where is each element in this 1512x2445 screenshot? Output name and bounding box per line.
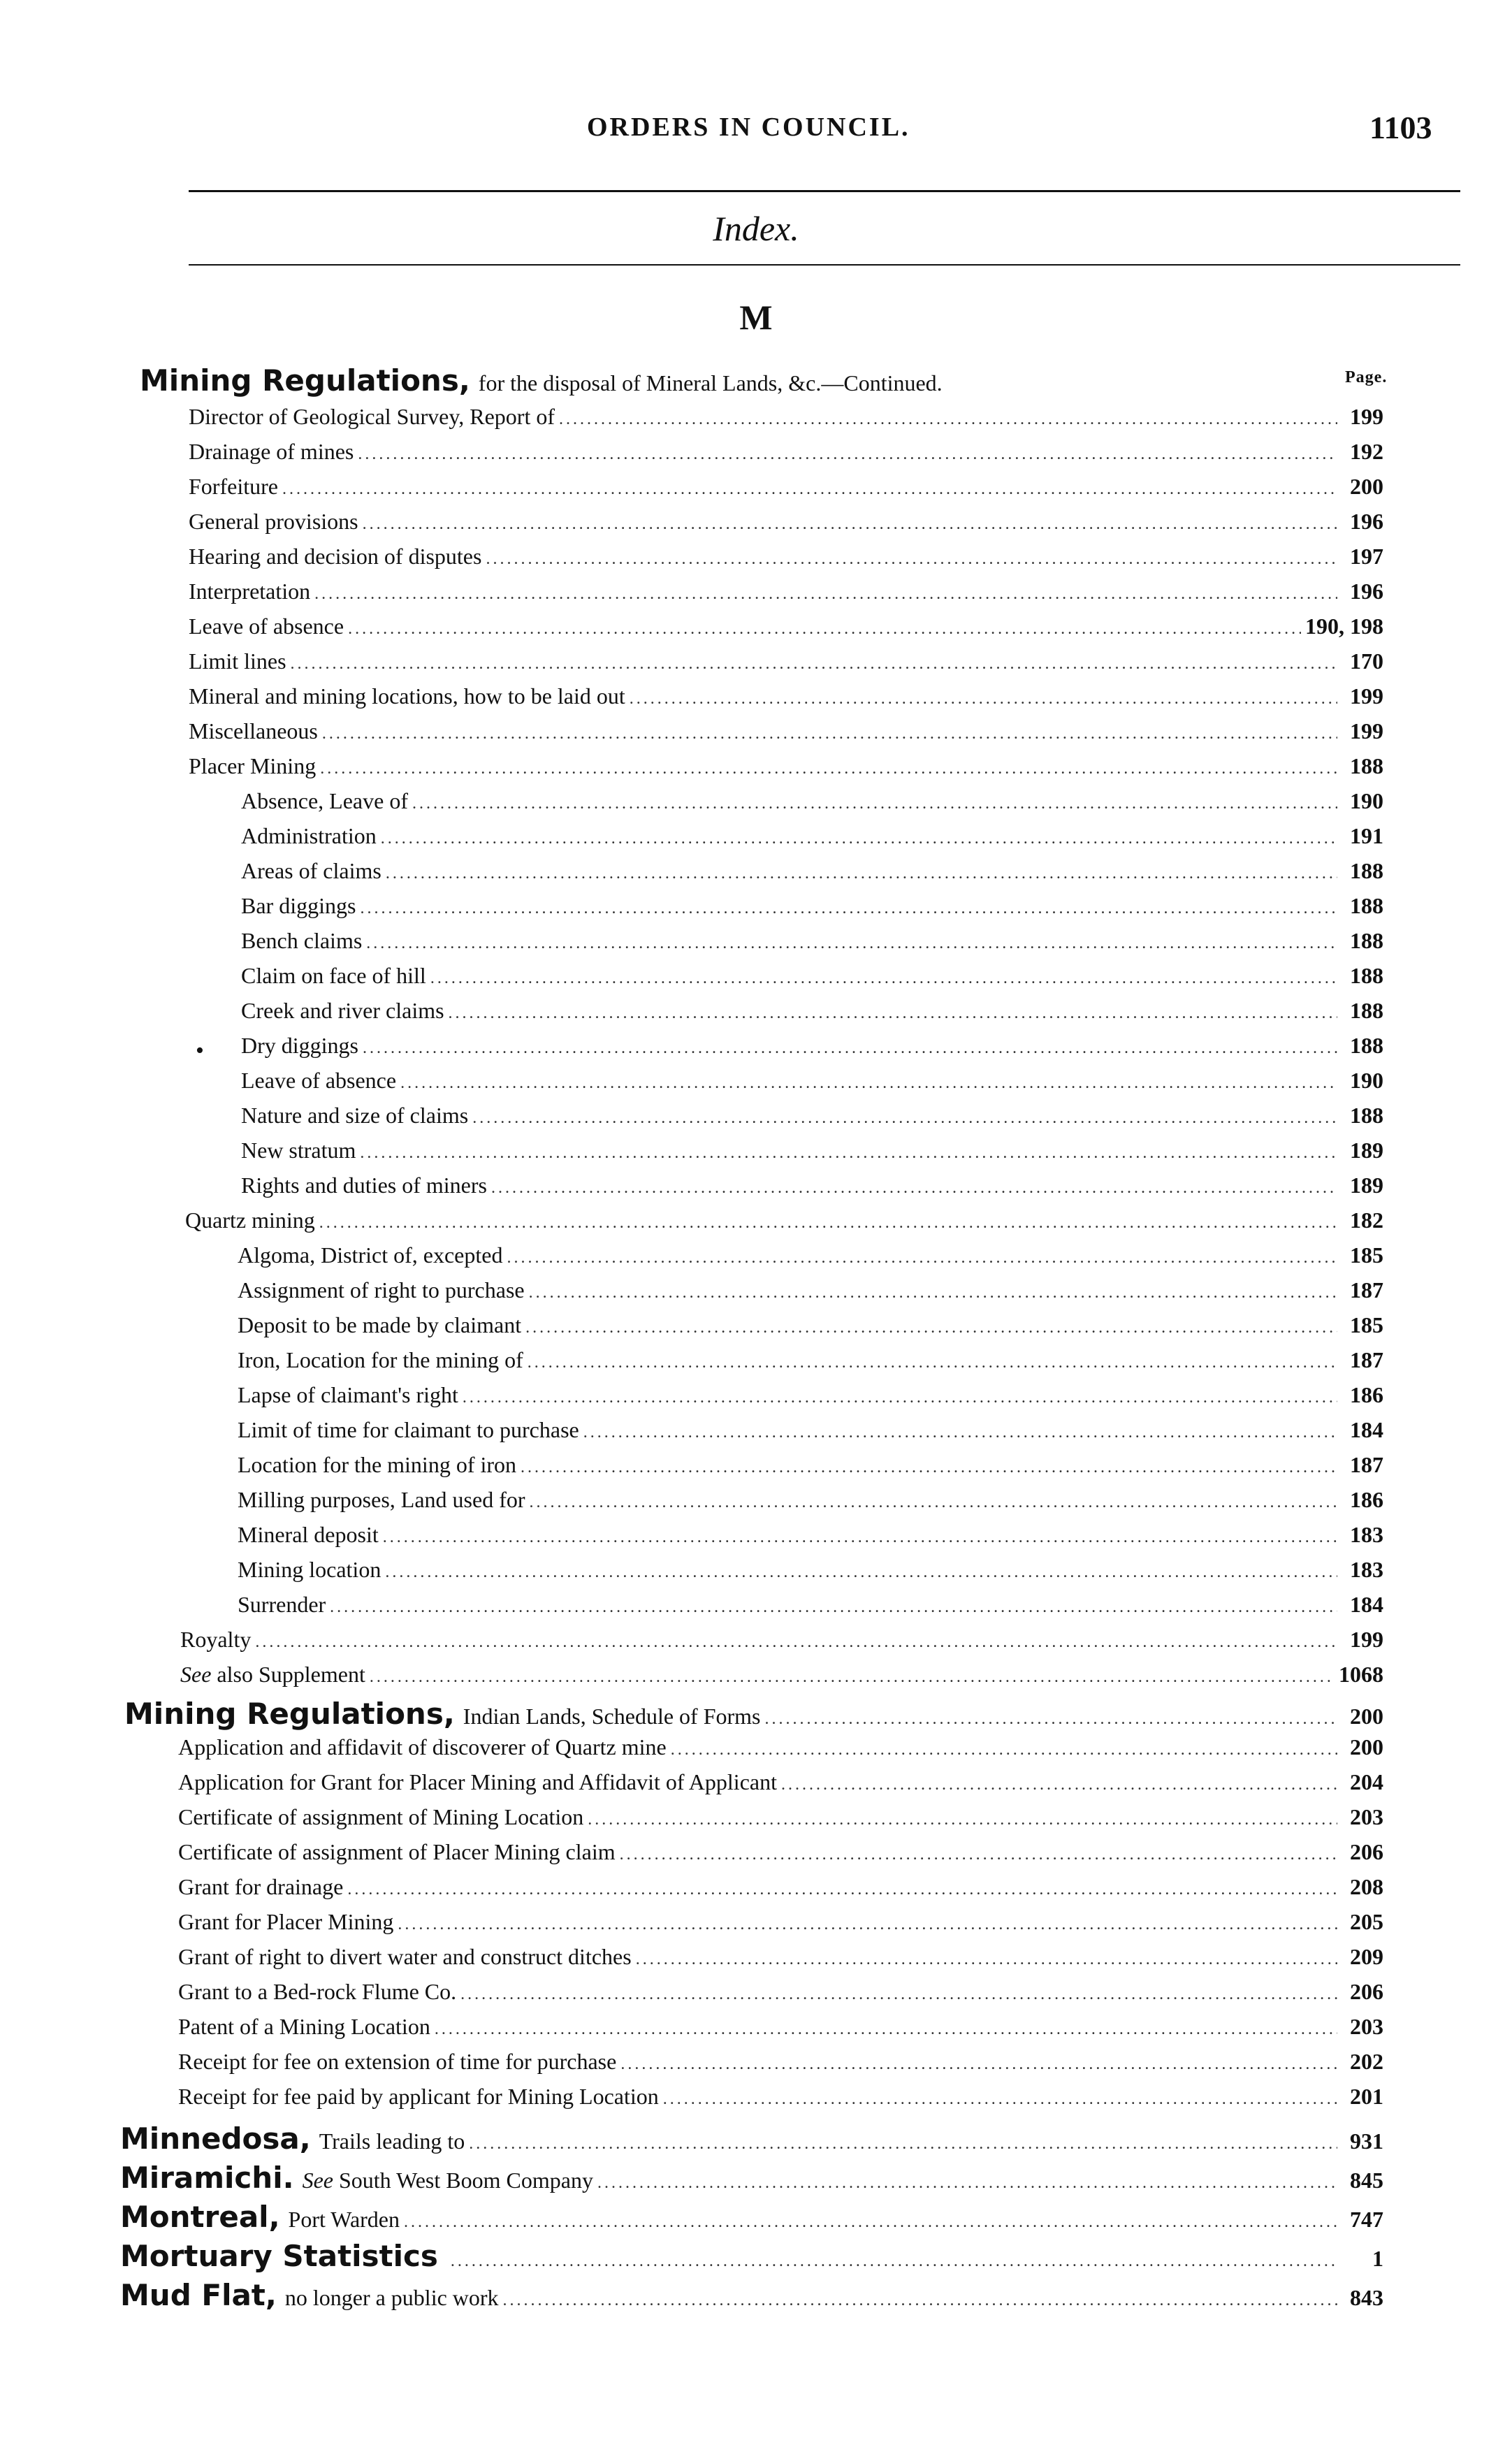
entry-text: Milling purposes, Land used for xyxy=(238,1487,525,1512)
index-entry xyxy=(178,1909,1383,1944)
entry-text: Leave of absence xyxy=(189,614,344,639)
index-subentry xyxy=(241,1033,1383,1068)
entry-text: Lapse of claimant's right xyxy=(238,1382,458,1407)
entry-text: Bar diggings xyxy=(241,893,356,918)
index-subentry xyxy=(241,963,1383,998)
index-heading-mud-flat xyxy=(120,2278,1383,2316)
index-entry xyxy=(189,509,1383,544)
entry-page: 747 xyxy=(1350,2207,1383,2232)
entry-text: Surrender xyxy=(238,1592,326,1617)
entry-page: 188 xyxy=(1350,963,1383,988)
entry-page: 170 xyxy=(1350,648,1383,674)
index-entry xyxy=(189,683,1383,718)
index-entry xyxy=(178,1944,1383,1979)
entry-text: Mineral and mining locations, how to be laid out xyxy=(189,683,625,709)
entry-text: also Supplement xyxy=(217,1662,365,1687)
index-entry xyxy=(178,1769,1383,1804)
index-entry xyxy=(185,1207,1383,1242)
entry-text: Grant to a Bed-rock Flume Co. xyxy=(178,1979,457,2004)
index-subentry xyxy=(241,1103,1383,1138)
index-heading-mining-regulations-indian xyxy=(124,1697,1383,1734)
entry-text: Assignment of right to purchase xyxy=(238,1277,525,1303)
entry-page: 183 xyxy=(1350,1557,1383,1582)
index-subentry xyxy=(238,1592,1383,1627)
index-entry xyxy=(180,1627,1383,1662)
index-subentry xyxy=(241,823,1383,858)
entry-text: no longer a public work xyxy=(284,2285,499,2310)
entry-page: 206 xyxy=(1350,1979,1383,2004)
index-heading-montreal xyxy=(120,2200,1383,2237)
entry-text: New stratum xyxy=(241,1138,356,1163)
index-entry xyxy=(189,579,1383,614)
entry-text: Application for Grant for Placer Mining and Affidavit of Applicant xyxy=(178,1769,777,1794)
entry-page: 184 xyxy=(1350,1592,1383,1617)
index-entry xyxy=(178,1839,1383,1874)
entry-text: Iron, Location for the mining of xyxy=(238,1347,523,1372)
entry-page: 196 xyxy=(1350,579,1383,604)
heading-text: Mining Regulations, xyxy=(124,1697,455,1731)
index-subentry xyxy=(238,1417,1383,1452)
entry-page: 190, 198 xyxy=(1305,614,1383,639)
entry-page: 208 xyxy=(1350,1874,1383,1899)
entry-page: 199 xyxy=(1350,404,1383,429)
running-title: ORDERS IN COUNCIL. xyxy=(587,113,910,142)
bullet-mark: • xyxy=(196,1038,204,1064)
index-subentry xyxy=(241,788,1383,823)
see-reference: See xyxy=(302,2168,333,2193)
entry-text: Interpretation xyxy=(189,579,311,604)
entry-text: Miscellaneous xyxy=(189,718,318,743)
entry-page: 187 xyxy=(1350,1347,1383,1372)
entry-page: 199 xyxy=(1350,1627,1383,1652)
index-heading-mortuary-statistics xyxy=(120,2239,1383,2277)
entry-page: 845 xyxy=(1350,2168,1383,2193)
entry-page: 182 xyxy=(1350,1207,1383,1233)
entry-text: Certificate of assignment of Placer Mining claim xyxy=(178,1839,616,1864)
entry-text: Certificate of assignment of Mining Location xyxy=(178,1804,584,1829)
entry-text: Leave of absence xyxy=(241,1068,397,1093)
entry-text: Application and affidavit of discoverer of Quartz mine xyxy=(178,1734,667,1760)
heading-text: Mining Regulations, xyxy=(140,363,470,398)
page-number: 1103 xyxy=(1369,110,1432,145)
index-subentry xyxy=(238,1487,1383,1522)
index-subentry xyxy=(238,1347,1383,1382)
entry-page: 199 xyxy=(1350,718,1383,743)
page-column-label: Page. xyxy=(1345,368,1388,386)
entry-text: Algoma, District of, excepted xyxy=(238,1242,503,1268)
index-entry xyxy=(178,2084,1383,2119)
index-heading-miramichi xyxy=(120,2161,1383,2198)
index-entry xyxy=(189,614,1383,648)
entry-text: Deposit to be made by claimant xyxy=(238,1312,522,1337)
index-subentry xyxy=(238,1312,1383,1347)
index-subentry xyxy=(238,1452,1383,1487)
entry-text: Grant of right to divert water and construct ditches xyxy=(178,1944,632,1969)
entry-text: Absence, Leave of xyxy=(241,788,408,813)
index-subentry xyxy=(241,998,1383,1033)
entry-text: Administration xyxy=(241,823,377,848)
entry-page: 188 xyxy=(1350,893,1383,918)
entry-page: 201 xyxy=(1350,2084,1383,2109)
entry-page: 200 xyxy=(1350,1734,1383,1760)
index-entry xyxy=(178,1874,1383,1909)
entry-text: Limit lines xyxy=(189,648,286,674)
index-entry xyxy=(189,718,1383,753)
index-entry-see-also xyxy=(180,1662,1383,1697)
entry-page: 931 xyxy=(1350,2128,1383,2154)
entry-page: 843 xyxy=(1350,2285,1383,2310)
entry-page: 185 xyxy=(1350,1312,1383,1337)
index-subentry xyxy=(238,1382,1383,1417)
entry-page: 188 xyxy=(1350,858,1383,883)
entry-text: Location for the mining of iron xyxy=(238,1452,517,1477)
index-entry xyxy=(178,2049,1383,2084)
entry-page: 200 xyxy=(1350,1704,1383,1729)
index-entry xyxy=(178,1979,1383,2014)
entry-text: Director of Geological Survey, Report of xyxy=(189,404,555,429)
section-title: Index. xyxy=(713,209,799,248)
entry-text: Drainage of mines xyxy=(189,439,354,464)
heading-text: Miramichi. xyxy=(120,2161,294,2195)
entry-text: Grant for drainage xyxy=(178,1874,344,1899)
entry-page: 202 xyxy=(1350,2049,1383,2074)
entry-text: Port Warden xyxy=(288,2207,400,2232)
index-entry xyxy=(189,404,1383,439)
entry-page: 203 xyxy=(1350,1804,1383,1829)
see-reference: See xyxy=(180,1662,212,1687)
entry-text: Nature and size of claims xyxy=(241,1103,469,1128)
entry-text: Claim on face of hill xyxy=(241,963,426,988)
index-subentry xyxy=(241,1068,1383,1103)
heading-text: Montreal, xyxy=(120,2200,280,2234)
entry-page: 186 xyxy=(1350,1487,1383,1512)
index-entry xyxy=(189,544,1383,579)
entry-text: Bench claims xyxy=(241,928,363,953)
entry-text: Forfeiture xyxy=(189,474,278,499)
entry-page: 187 xyxy=(1350,1277,1383,1303)
index-subentry xyxy=(238,1522,1383,1557)
entry-text: Placer Mining xyxy=(189,753,317,778)
heading-text: Mortuary Statistics xyxy=(120,2239,438,2273)
entry-page: 190 xyxy=(1350,788,1383,813)
index-entry xyxy=(189,474,1383,509)
entry-page: 204 xyxy=(1350,1769,1383,1794)
entry-page: 188 xyxy=(1350,998,1383,1023)
entry-text: Limit of time for claimant to purchase xyxy=(238,1417,579,1442)
entry-page: 199 xyxy=(1350,683,1383,709)
entry-text: Receipt for fee paid by applicant for Mining Location xyxy=(178,2084,659,2109)
index-entry xyxy=(178,2014,1383,2049)
entry-page: 183 xyxy=(1350,1522,1383,1547)
entry-page: 188 xyxy=(1350,928,1383,953)
index-subentry xyxy=(238,1557,1383,1592)
index-subentry xyxy=(241,1138,1383,1173)
index-subentry xyxy=(238,1277,1383,1312)
entry-text: Hearing and decision of disputes xyxy=(189,544,482,569)
entry-text: Areas of claims xyxy=(241,858,381,883)
entry-page: 188 xyxy=(1350,1103,1383,1128)
entry-text: General provisions xyxy=(189,509,358,534)
index-entry xyxy=(189,753,1383,788)
entry-text: Rights and duties of miners xyxy=(241,1173,487,1198)
index-entry xyxy=(178,1734,1383,1769)
index-subentry xyxy=(241,858,1383,893)
entry-text: Grant for Placer Mining xyxy=(178,1909,394,1934)
heading-text: Mud Flat, xyxy=(120,2278,277,2312)
entry-page: 206 xyxy=(1350,1839,1383,1864)
entry-page: 209 xyxy=(1350,1944,1383,1969)
letter-heading: M xyxy=(739,298,773,337)
entry-page: 205 xyxy=(1350,1909,1383,1934)
entry-text: Trails leading to xyxy=(319,2128,465,2154)
index-heading-minnedosa xyxy=(120,2121,1383,2159)
entry-page: 196 xyxy=(1350,509,1383,534)
index-subentry xyxy=(241,893,1383,928)
entry-page: 197 xyxy=(1350,544,1383,569)
entry-text: Receipt for fee on extension of time for purchase xyxy=(178,2049,617,2074)
heading-subtitle: Indian Lands, Schedule of Forms xyxy=(463,1704,761,1729)
entry-text: Patent of a Mining Location xyxy=(178,2014,430,2039)
entry-page: 1 xyxy=(1372,2246,1383,2271)
index-subentry xyxy=(238,1242,1383,1277)
index-subentry xyxy=(241,1173,1383,1207)
entry-text: Mineral deposit xyxy=(238,1522,379,1547)
entry-page: 191 xyxy=(1350,823,1383,848)
index-heading-mining-regulations xyxy=(140,363,1328,401)
entry-page: 188 xyxy=(1350,1033,1383,1058)
heading-text: Minnedosa, xyxy=(120,2121,311,2156)
entry-text: Dry diggings xyxy=(241,1033,358,1058)
entry-page: 203 xyxy=(1350,2014,1383,2039)
entry-page: 189 xyxy=(1350,1173,1383,1198)
entry-page: 187 xyxy=(1350,1452,1383,1477)
heading-subtitle: for the disposal of Mineral Lands, &c.—Continued. xyxy=(478,370,943,396)
entry-page: 185 xyxy=(1350,1242,1383,1268)
entry-text: Creek and river claims xyxy=(241,998,444,1023)
entry-text: Royalty xyxy=(180,1627,252,1652)
index-entry xyxy=(189,439,1383,474)
entry-text: Mining location xyxy=(238,1557,381,1582)
index-entry xyxy=(178,1804,1383,1839)
entry-page: 1068 xyxy=(1339,1662,1383,1687)
entry-page: 184 xyxy=(1350,1417,1383,1442)
entry-page: 189 xyxy=(1350,1138,1383,1163)
index-entry xyxy=(189,648,1383,683)
index-subentry xyxy=(241,928,1383,963)
entry-page: 186 xyxy=(1350,1382,1383,1407)
entry-page: 192 xyxy=(1350,439,1383,464)
entry-page: 200 xyxy=(1350,474,1383,499)
entry-text: South West Boom Company xyxy=(338,2168,593,2193)
entry-text: Quartz mining xyxy=(185,1207,315,1233)
entry-page: 188 xyxy=(1350,753,1383,778)
entry-page: 190 xyxy=(1350,1068,1383,1093)
